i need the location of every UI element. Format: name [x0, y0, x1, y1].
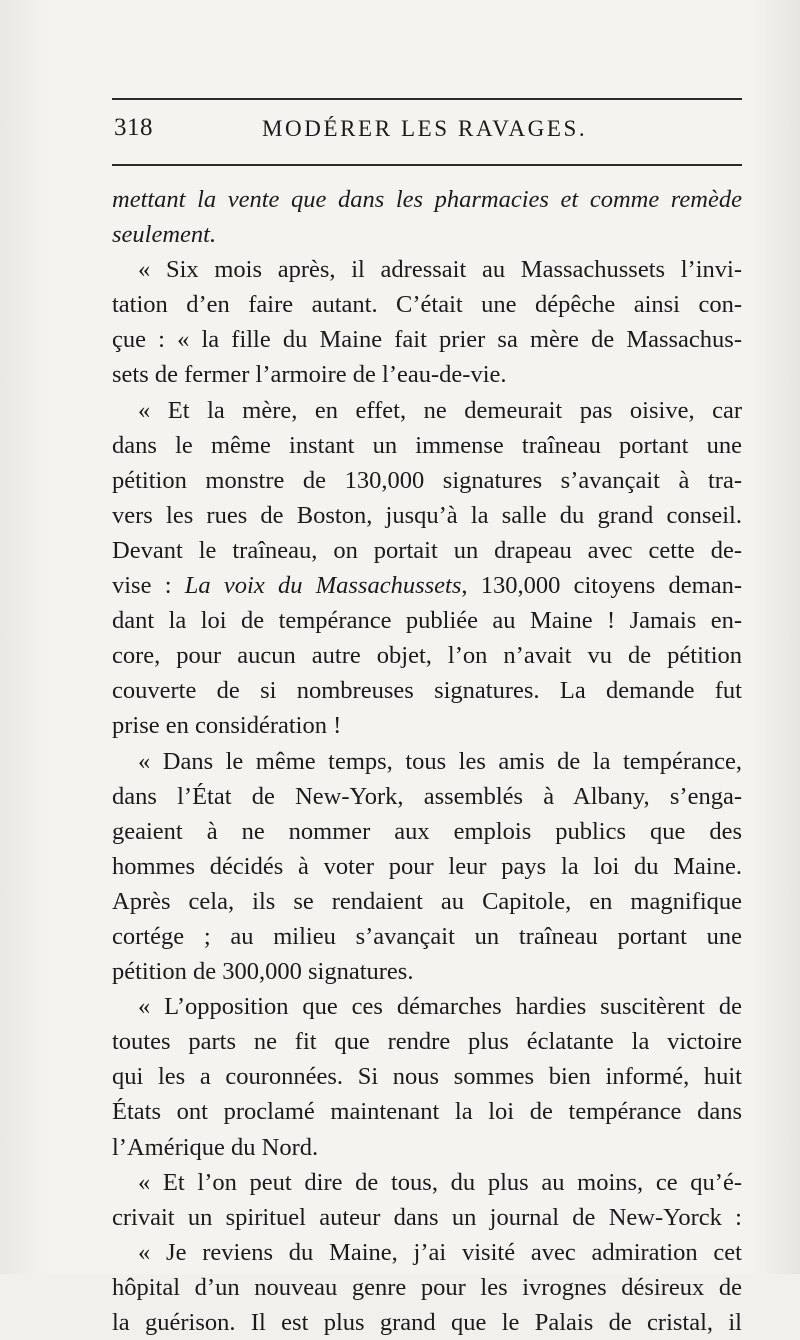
text-line: Devant le traîneau, on portait un drapeau avec cette de-	[112, 536, 742, 564]
text-line: tation d’en faire autant. C’était une dépêche ainsi con-	[112, 291, 742, 319]
text-line: crivait un spirituel auteur dans un journal de New-Yorck :	[112, 1203, 742, 1231]
text-line: vise : La voix du Massachussets, 130,000 citoyens deman-	[112, 572, 742, 600]
text-line: couverte de si nombreuses signatures. La demande fut	[112, 677, 742, 705]
header-top-rule	[112, 98, 742, 100]
body-text	[112, 182, 742, 1340]
running-header	[112, 114, 742, 148]
text-line: prise en considération !	[112, 712, 342, 740]
text-line: vers les rues de Boston, jusqu’à la salle du grand conseil.	[112, 501, 742, 529]
text-line: la guérison. Il est plus grand que le Palais de cristal, il	[112, 1309, 742, 1336]
text-line: cortége ; au milieu s’avançait un traîneau portant une	[112, 922, 742, 950]
text-line: geaient à ne nommer aux emplois publics que des	[112, 817, 742, 845]
text-line: toutes parts ne fit que rendre plus éclatante la victoire	[112, 1028, 742, 1056]
running-title: MODÉRER LES RAVAGES.	[262, 116, 588, 141]
text-line: mettant la vente que dans les pharmacies et comme remède	[112, 186, 742, 213]
header-bottom-rule	[112, 164, 742, 166]
text-line: « Et la mère, en effet, ne demeurait pas oisive, car	[138, 396, 742, 424]
text-line: hommes décidés à voter pour leur pays la loi du Maine.	[112, 852, 742, 880]
text-line: l’Amérique du Nord.	[112, 1133, 319, 1161]
text-line: qui les a couronnées. Si nous sommes bien informé, huit	[112, 1063, 742, 1091]
text-line: pétition de 300,000 signatures.	[112, 958, 414, 986]
text-line: core, pour aucun autre objet, l’on n’avait vu de pétition	[112, 642, 742, 670]
text-line: dans le même instant un immense traîneau portant une	[112, 431, 742, 459]
text-line: hôpital d’un nouveau genre pour les ivrognes désireux de	[112, 1273, 742, 1301]
text-line: Après cela, ils se rendaient au Capitole, en magnifique	[112, 887, 742, 915]
text-line: sets de fermer l’armoire de l’eau-de-vie.	[112, 361, 507, 389]
text-line: États ont proclamé maintenant la loi de tempérance dans	[112, 1098, 742, 1126]
text-line: « Je reviens du Maine, j’ai visité avec admiration cet	[138, 1238, 742, 1266]
text-line: dant la loi de tempérance publiée au Maine ! Jamais en-	[112, 607, 742, 635]
motto-italic: La voix du Massachussets	[184, 572, 462, 600]
text-line: « Et l’on peut dire de tous, du plus au moins, ce qu’é-	[138, 1168, 742, 1196]
text-line: seulement.	[112, 221, 217, 249]
text-line: « L’opposition que ces démarches hardies suscitèrent de	[138, 993, 742, 1021]
text-line: çue : « la fille du Maine fait prier sa mère de Massachus-	[112, 326, 742, 354]
text-line: dans l’État de New-York, assemblés à Albany, s’enga-	[112, 782, 742, 810]
page-number: 318	[114, 114, 153, 141]
text-line: « Dans le même temps, tous les amis de la tempérance,	[138, 747, 742, 775]
text-line: « Six mois après, il adressait au Massachussets l’invi-	[138, 256, 742, 284]
text-line: pétition monstre de 130,000 signatures s’avançait à tra-	[112, 466, 742, 494]
